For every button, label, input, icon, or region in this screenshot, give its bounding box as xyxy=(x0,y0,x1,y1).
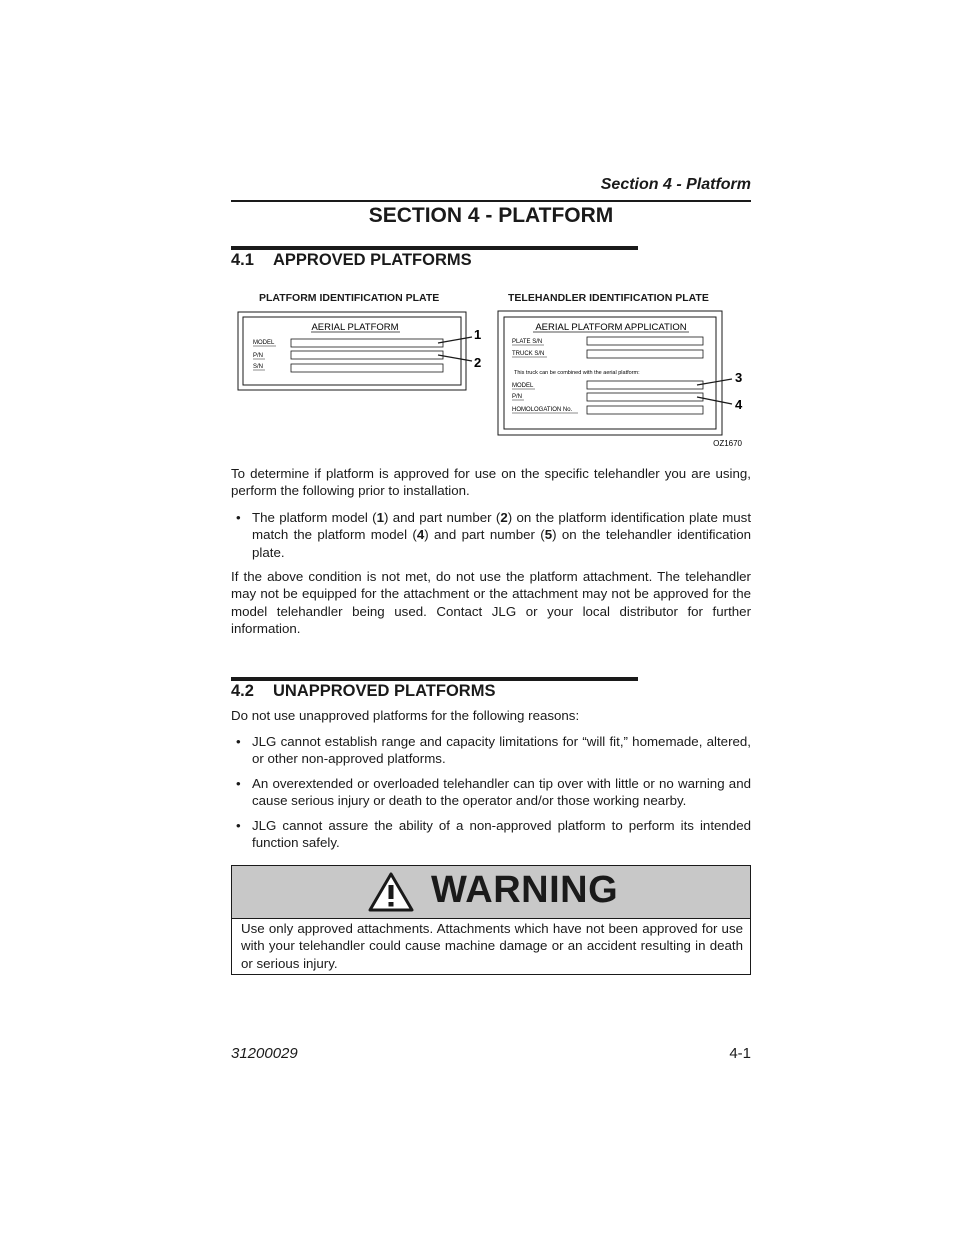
platform-match-bullet xyxy=(252,509,751,561)
bullet-text: The platform model ( xyxy=(252,510,377,525)
warning-text: Use only approved attachments. Attachments which have not been approved for use with your telehandler could cause machine damage or an accident resulting in death or serious injury. xyxy=(241,921,743,971)
right-plate-field-pn: P/N xyxy=(512,394,523,400)
callout-4: 4 xyxy=(735,397,743,412)
callout-2: 2 xyxy=(474,355,482,370)
doc-number: 31200029 xyxy=(231,1045,298,1062)
left-plate-field-sn: S/N xyxy=(253,364,264,370)
bullet-ref: 5 xyxy=(544,527,553,543)
telehandler-identification-plate xyxy=(498,311,722,435)
bullet-text: ) on the telehandler identification plate. xyxy=(252,527,751,560)
bullet-text: ) and part number ( xyxy=(383,510,501,525)
callout-1: 1 xyxy=(474,327,482,342)
unapproved-bullet-2: An overextended or overloaded telehandler can tip over with little or no warning and cause serious injury or death to the operator and/or those working nearby. xyxy=(252,776,751,809)
section-title: SECTION 4 - PLATFORM xyxy=(368,204,614,227)
platform-plate-caption: PLATFORM IDENTIFICATION PLATE xyxy=(259,292,440,304)
heading-4-1 xyxy=(231,251,472,270)
warning-triangle-icon xyxy=(368,872,414,912)
heading-title: APPROVED PLATFORMS xyxy=(273,251,472,269)
intro-paragraph: To determine if platform is approved for use on the specific telehandler you are using, perform the following prior to installation. xyxy=(231,466,751,499)
identification-plates-figure xyxy=(230,305,755,450)
heading-title: UNAPPROVED PLATFORMS xyxy=(273,682,496,700)
condition-paragraph: If the above condition is not met, do not use the platform attachment. The telehandler may not be equipped for the attachment or the attachment may not be approved for the model telehandler being used. Contact JLG or your local distributor for further information. xyxy=(231,569,751,636)
bullet-marker: • xyxy=(236,818,241,833)
header-rule xyxy=(231,200,751,202)
heading-rule-4-1 xyxy=(231,246,638,250)
bullet-marker: • xyxy=(236,776,241,791)
warning-word: WARNING xyxy=(431,869,619,911)
running-head: Section 4 - Platform xyxy=(600,176,751,193)
left-plate-field-model: MODEL xyxy=(253,340,275,346)
bullet-text: ) on the platform identification plate must match the platform model ( xyxy=(252,510,752,543)
unapproved-intro: Do not use unapproved platforms for the following reasons: xyxy=(231,708,580,723)
right-plate-field-plate-sn: PLATE S/N xyxy=(512,339,543,345)
bullet-ref: 4 xyxy=(416,527,425,543)
bullet-text: ) and part number ( xyxy=(424,527,545,543)
heading-number: 4.1 xyxy=(231,251,254,269)
left-plate-field-pn: P/N xyxy=(253,353,264,359)
right-plate-field-model: MODEL xyxy=(512,383,534,389)
unapproved-bullet-1: JLG cannot establish range and capacity limitations for “will fit,” homemade, altered, or other non-approved platforms. xyxy=(252,734,751,767)
right-plate-field-truck-sn: TRUCK S/N xyxy=(512,351,545,357)
right-plate-note: This truck can be combined with the aerial platform: xyxy=(514,370,640,376)
bullet-ref: 2 xyxy=(500,510,508,525)
heading-number: 4.2 xyxy=(231,682,254,700)
right-plate-title: AERIAL PLATFORM APPLICATION xyxy=(535,322,687,333)
page-number: 4-1 xyxy=(729,1045,751,1062)
warning-header xyxy=(232,866,750,919)
telehandler-plate-caption: TELEHANDLER IDENTIFICATION PLATE xyxy=(508,292,709,304)
heading-4-2 xyxy=(231,682,495,701)
platform-identification-plate xyxy=(238,312,466,390)
right-plate-field-homologation: HOMOLOGATION No. xyxy=(512,407,573,413)
unapproved-bullet-3: JLG cannot assure the ability of a non-approved platform to perform its intended function safely. xyxy=(252,818,751,851)
callout-3: 3 xyxy=(735,370,743,385)
bullet-ref: 1 xyxy=(376,510,384,525)
warning-box xyxy=(231,865,751,975)
bullet-marker: • xyxy=(236,510,241,525)
figure-id: OZ1670 xyxy=(713,439,742,448)
bullet-marker: • xyxy=(236,734,241,749)
heading-rule-4-2 xyxy=(231,677,638,681)
left-plate-title: AERIAL PLATFORM xyxy=(311,322,399,333)
